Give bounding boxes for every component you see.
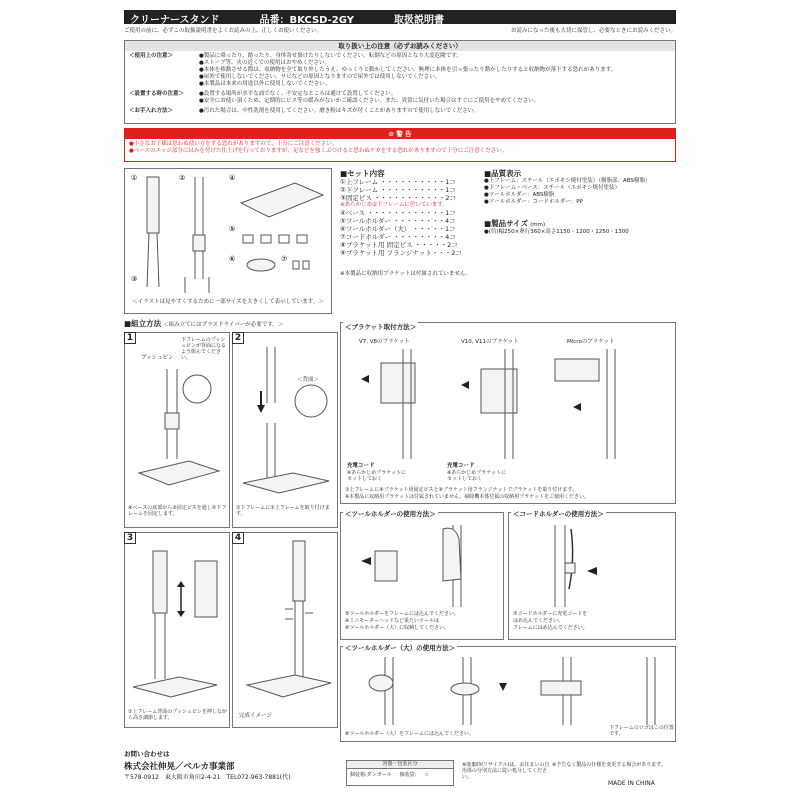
company-name: 株式会社伸晃／ベルカ事業部 <box>124 762 235 772</box>
set-item: ⑤ツールホルダー ・・・・・・・・4コ <box>340 217 456 225</box>
bracket-model-3: Microのブラケット <box>567 339 615 345</box>
company-address: 〒578-0912 東大阪市角田2-4-21 TEL072-963-7881(代) <box>124 774 291 781</box>
assembly-title-row: ■組立方法 ＜組み立てにはプラスドライバーが必要です。＞ <box>124 319 284 328</box>
cord-label-2: 充電コード <box>447 463 475 469</box>
quality-title: ■品質表示 <box>484 169 522 178</box>
tool-holder-section <box>340 512 504 640</box>
caution-usage: ＜使用上の注意＞ ●製品に乗ったり、踏ったり、身体寄せ掛けたりしないでください。転倒などの原因となり大変危険です。 ●ストーブ等、火の近くでの使用はおやめください。 ●本体を移動させる際は、収納物を全て取り外したうえ、ゆっくりと動かしてください。無理に本体を引っ張ったり動かしたりすると収納物が落下する恐れがあります。 ●屋外で使用しないでください。サビなどの原因となりますので屋外では使用しないでください。 ●本製品は本来の用途以外に使用しないでください。 <box>129 53 617 87</box>
set-item: ⑦コードホルダー ・・・・・・・・4コ <box>340 233 456 241</box>
part-label-7: ⑦ <box>281 255 288 263</box>
step-1-box <box>124 332 230 528</box>
caution-install: ＜設置する時の注意＞ ●設置する場所が水平な面でなく、不安定なところは避けて設置してください。 ●安全にお使い頂くため、定期的にビス等の緩みがないかご確認ください。また、異常に気付いた場合はすぐにご使用をやめてください。 <box>129 91 540 104</box>
part-label-3: ③ <box>131 275 138 283</box>
cautions-box <box>124 40 676 124</box>
toolbig-note: ⑥ツールホルダー（大）をフレームには込んでください。 <box>345 731 474 737</box>
set-item: ⑧ブラケット用 固定ビス ・・・・・2コ <box>340 241 458 249</box>
back-label: ＜背面＞ <box>297 377 320 383</box>
contact-label: お問い合わせは <box>124 750 170 758</box>
step-number: 4 <box>232 532 244 544</box>
set-item: ⑥ツールホルダー（大） ・・・・・1コ <box>340 225 456 233</box>
part-label-2: ② <box>179 174 186 182</box>
bracket-model-2: V10, V11のブラケット <box>461 339 519 345</box>
doc-type: 取扱説明書 <box>393 15 444 26</box>
warning-icon: ⊘ <box>388 130 397 138</box>
parts-illustration <box>124 168 332 314</box>
set-item: ②下フレーム ・・・・・・・・・・1コ <box>340 186 456 194</box>
cord-note-1: ※あらかじめブラケットにセットしておく <box>347 470 406 482</box>
bracket-section <box>340 322 676 504</box>
set-note-bottom: ※本製品に収納用ブラケットは付属されていません。 <box>340 271 472 277</box>
set-note-red: ※あらかじめ②下フレームに付いています。 <box>340 202 448 208</box>
quality-item: ●ツールホルダー：コードホルダー：PP <box>484 199 583 205</box>
cord-notes: ⑦コードホルダーに充電コードを はめ込んでください。 フレームにはめ込んでください。 <box>513 611 588 631</box>
spec-note: ※予告なく製品の仕様を変更する場合があります。 <box>552 762 666 768</box>
product-name: クリーナースタンド <box>130 15 220 26</box>
bracket-model-1: V7, V8のブラケット <box>359 339 410 345</box>
cord-note-2: ※あらかじめブラケットにセットしておく <box>447 470 506 482</box>
bracket-title: ＜ブラケット取付方法＞ <box>345 323 417 331</box>
warning-title: ⊘ 警 告 <box>125 129 675 139</box>
warning-box <box>124 128 676 162</box>
footer <box>124 750 676 790</box>
set-item: ④ベース ・・・・・・・・・・・・1コ <box>340 209 456 217</box>
cord-title: ＜コードホルダーの使用方法＞ <box>513 510 604 518</box>
parts-caption: ＜イラストは見やすくするために一部サイズを大きくして表示しています。＞ <box>132 299 324 305</box>
set-item: ③固定ビス ・・・・・・・・・・・2コ <box>340 194 457 202</box>
tool-holder-big-section <box>340 646 676 742</box>
set-contents <box>340 170 486 278</box>
recycle-icon: ♲ <box>424 772 429 778</box>
made-in: MADE IN CHINA <box>608 780 655 787</box>
cord-holder-section <box>508 512 676 640</box>
warning-line-1: ●小さなお子様は思わぬ使い方をする恐れがありますので、十分にご注意ください。 <box>129 141 338 147</box>
step-number: 1 <box>124 332 136 344</box>
step-2-caption: ①下フレームに①上フレームを取り付けます。 <box>236 505 330 517</box>
recycle-note: ※廃棄時(リサイクル)は、お住まいの自治体の分別方法に従い処分してください。 <box>462 762 550 780</box>
step-1-note: 下フレームのプッシュピンが背面になるよう組んでください。 <box>181 337 227 361</box>
package-box <box>346 760 454 786</box>
caution-care: ＜お手入れ方法＞ ●汚れた場合は、中性洗剤を使用してください。磨き粉はキズが付くことがありますので使用しないでください。 <box>129 108 479 114</box>
part-label-5: ⑤ <box>229 225 236 233</box>
part-label-4: ④ <box>229 174 236 182</box>
size-title-row: ■製品サイズ (mm) <box>484 219 546 228</box>
bracket-notes: ①上フレームに⑧ブラケット用固定ビスと⑨ブラケット用フランジナットでブラケットを取り付けます。 ※本製品に収納用ブラケットは付属されていません。掃除機本体付属の収納用ブラケットをご使用ください。 <box>345 487 589 500</box>
step-number: 2 <box>232 332 244 344</box>
part-label-6: ⑥ <box>229 255 236 263</box>
quality-item: ●下フレーム・ベース：スチール（エポキシ焼付塗装） <box>484 185 621 191</box>
toolbig-side-note: 下フレームのロゴはこの位置です。 <box>609 725 674 737</box>
model-number: 品番：BKCSD-2GY <box>259 15 354 26</box>
toolbig-title: ＜ツールホルダー（大）の使用方法＞ <box>345 644 456 652</box>
cautions-title: 取り扱い上の注意（必ずお読みください） <box>125 41 675 51</box>
quality-item: ●上フレーム：スチール（エポキシ焼付塗装）（樹脂部：ABS樹脂） <box>484 178 651 184</box>
warning-line-2: ●ベースのエッジ部分にはみを付けた仕上げを行っておりますが、足などを強くぶつけると思わぬケガをする恐れがありますので十分にご注意ください。 <box>129 148 508 154</box>
quality-section <box>484 170 676 236</box>
package-box-type: 個装箱:ダンボール <box>350 772 392 778</box>
step-3-box <box>124 532 230 728</box>
step-2-box <box>232 332 338 528</box>
step-4-caption: 完成イメージ <box>239 713 272 719</box>
intro-text: ご使用の前に、必ずこの取扱説明書をよくお読みの上、正しくお使いください。 <box>124 28 323 34</box>
package-bag-type: 個装袋: <box>399 772 417 778</box>
step-3-caption: ①上フレーム背面のプッシュピンを押しながら高さ調節します。 <box>128 709 227 721</box>
set-title: ■セット内容 <box>340 169 385 178</box>
size-value: ●(約)幅250×奥行360×高さ1150・1200・1250・1300 <box>484 229 629 235</box>
set-item: ⑨ブラケット用 フランジナット・・・2コ <box>340 249 462 257</box>
step-4-box <box>232 532 338 728</box>
package-head: 容器・包装区分 <box>347 761 453 769</box>
tool-title: ＜ツールホルダーの使用方法＞ <box>345 510 436 518</box>
doc-header <box>124 10 676 24</box>
tool-notes: ⑤ツールホルダーをフレームには込んでください。 ※ミニモーターヘッドなど重たいツールは ⑥ツールホルダー（大）に収納してください。 <box>345 611 459 631</box>
push-pin-label: プッシュピン <box>141 355 174 361</box>
cord-label-1: 充電コード <box>347 463 375 469</box>
step-1-caption: ④ベースの底部から③固定ビスを通し②下フレームを固定します。 <box>128 505 227 517</box>
quality-item: ●ツールホルダー：ABS樹脂 <box>484 192 555 198</box>
step-number: 3 <box>124 532 136 544</box>
set-item: ①上フレーム ・・・・・・・・・・1コ <box>340 178 456 186</box>
intro-right-text: お読みになった後も大切に保管し、必要なときにお読みください。 <box>510 28 676 34</box>
part-label-1: ① <box>131 174 138 182</box>
